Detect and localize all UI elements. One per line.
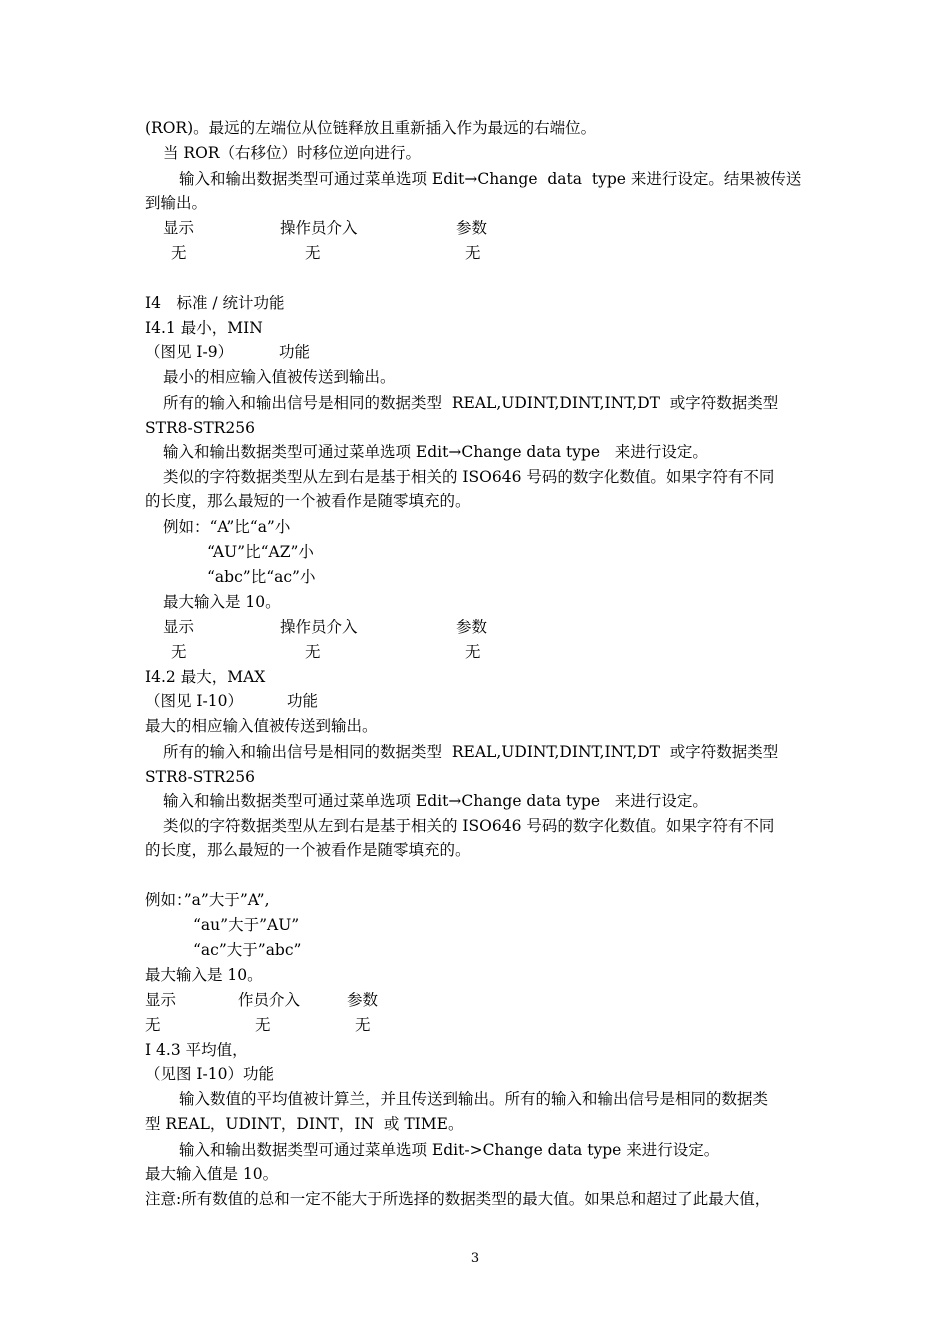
subsection-heading: I4.2 最大，MAX <box>145 668 266 686</box>
text-line: 最大的相应输入值被传送到输出。 <box>145 717 378 735</box>
table-cell: 无 <box>465 643 481 661</box>
text-line: 所有的输入和输出信号是相同的数据类型 REAL,UDINT,DINT,INT,DT 或字符数据类型 <box>163 394 779 412</box>
table-header: 显示 <box>145 991 177 1009</box>
table-header: 操作员介入 <box>280 219 358 237</box>
text-line: 输入和输出数据类型可通过菜单选项 Edit->Change data type 来进行设定。 <box>179 1141 720 1159</box>
text-line: STR8-STR256 <box>145 768 255 786</box>
table-cell: 无 <box>255 1016 271 1034</box>
function-label: 功能 <box>287 692 319 710</box>
text-line: 型 REAL，UDINT，DINT，IN 或 TIME。 <box>145 1115 464 1133</box>
text-line: “AU”比“AZ”小 <box>207 543 314 561</box>
text-line: 类似的字符数据类型从左到右是基于相关的 ISO646 号码的数字化数值。如果字符有不同 <box>163 468 775 486</box>
text-line: 最小的相应输入值被传送到输出。 <box>163 368 396 386</box>
table-cell: 无 <box>171 244 187 262</box>
text-line: 的长度，那么最短的一个被看作是随零填充的。 <box>145 841 471 859</box>
figure-reference: （图见 I-9） <box>145 343 234 361</box>
table-header: 操作员介入 <box>280 618 358 636</box>
text-line: 例如：”a”大于”A”, <box>145 891 270 909</box>
table-cell: 无 <box>145 1016 161 1034</box>
text-line: 输入数值的平均值被计算兰，并且传送到输出。所有的输入和输出信号是相同的数据类 <box>179 1090 769 1108</box>
text-line: 输入和输出数据类型可通过菜单选项 Edit→Change data type 来进行设定。 <box>163 792 708 810</box>
table-header: 显示 <box>163 219 195 237</box>
table-header: 作员介入 <box>238 991 301 1009</box>
text-line: 所有的输入和输出信号是相同的数据类型 REAL,UDINT,DINT,INT,DT 或字符数据类型 <box>163 743 779 761</box>
table-cell: 无 <box>171 643 187 661</box>
text-line: 注意:所有数值的总和一定不能大于所选择的数据类型的最大值。如果总和超过了此最大值， <box>145 1190 771 1208</box>
text-line: “abc”比“ac”小 <box>207 568 316 586</box>
subsection-heading: I 4.3 平均值， <box>145 1041 248 1059</box>
text-line: 最大输入是 10。 <box>145 966 263 984</box>
text-line: 当 ROR（右移位）时移位逆向进行。 <box>163 144 421 162</box>
text-line: 例如：“A”比“a”小 <box>163 518 291 536</box>
function-label: 功能 <box>279 343 311 361</box>
table-cell: 无 <box>355 1016 371 1034</box>
text-line: 最大输入是 10。 <box>163 593 281 611</box>
section-heading: I4 标准 / 统计功能 <box>145 294 285 312</box>
page-number: 3 <box>470 1251 480 1266</box>
table-cell: 无 <box>465 244 481 262</box>
text-line: 最大输入值是 10。 <box>145 1165 279 1183</box>
table-header: 显示 <box>163 618 195 636</box>
table-header: 参数 <box>347 991 379 1009</box>
text-line: STR8-STR256 <box>145 419 255 437</box>
text-line: 类似的字符数据类型从左到右是基于相关的 ISO646 号码的数字化数值。如果字符有不同 <box>163 817 775 835</box>
text-line: “ac”大于”abc” <box>193 941 302 959</box>
text-line: (ROR)。最远的左端位从位链释放且重新插入作为最远的右端位。 <box>145 119 597 137</box>
text-line: “au”大于”AU” <box>193 916 300 934</box>
table-header: 参数 <box>456 219 488 237</box>
figure-reference: （见图 I-10）功能 <box>145 1065 275 1083</box>
text-line: 到输出。 <box>145 194 208 212</box>
table-cell: 无 <box>305 643 321 661</box>
subsection-heading: I4.1 最小，MIN <box>145 319 263 337</box>
table-header: 参数 <box>456 618 488 636</box>
table-cell: 无 <box>305 244 321 262</box>
text-line: 输入和输出数据类型可通过菜单选项 Edit→Change data type 来进行设定。 <box>163 443 708 461</box>
text-line: 的长度，那么最短的一个被看作是随零填充的。 <box>145 492 471 510</box>
text-line: 输入和输出数据类型可通过菜单选项 Edit→Change data type 来进行设定。结果被传送 <box>179 170 802 188</box>
figure-reference: （图见 I-10） <box>145 692 244 710</box>
